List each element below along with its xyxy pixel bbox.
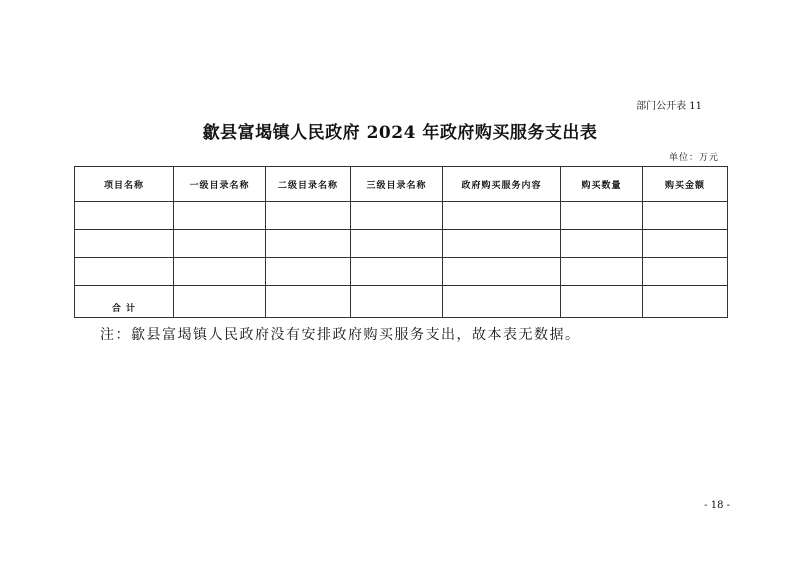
table-cell xyxy=(266,258,351,286)
table-cell xyxy=(266,230,351,258)
table-cell xyxy=(75,202,174,230)
page-number: - 18 - xyxy=(704,500,730,511)
table-cell xyxy=(643,258,728,286)
table-cell xyxy=(75,258,174,286)
unit-label: 单位：万元 xyxy=(668,153,719,163)
table-cell xyxy=(351,230,443,258)
table-cell xyxy=(561,230,643,258)
table-cell xyxy=(266,202,351,230)
total-label: 合 计 xyxy=(75,286,174,318)
column-header: 三级目录名称 xyxy=(351,167,443,202)
table-cell xyxy=(561,286,643,318)
table-cell xyxy=(75,230,174,258)
column-header: 政府购买服务内容 xyxy=(443,167,561,202)
table-cell xyxy=(174,230,266,258)
column-header: 一级目录名称 xyxy=(174,167,266,202)
table-cell xyxy=(351,202,443,230)
table-total-row xyxy=(75,286,728,318)
column-header: 项目名称 xyxy=(75,167,174,202)
table-row xyxy=(75,202,728,230)
table-cell xyxy=(351,286,443,318)
page-title: 歙县富堨镇人民政府 2024 年政府购买服务支出表 xyxy=(202,123,598,143)
table-cell xyxy=(561,258,643,286)
table-cell xyxy=(443,286,561,318)
note-text: 注：歙县富堨镇人民政府没有安排政府购买服务支出，故本表无数据。 xyxy=(100,327,581,343)
table-cell xyxy=(561,202,643,230)
purchase-services-table xyxy=(74,166,728,318)
table-cell xyxy=(174,202,266,230)
table-row xyxy=(75,230,728,258)
table-header-row xyxy=(75,167,728,202)
table-cell xyxy=(174,286,266,318)
table-cell xyxy=(443,258,561,286)
column-header: 购买金额 xyxy=(643,167,728,202)
table-cell xyxy=(443,202,561,230)
column-header: 二级目录名称 xyxy=(266,167,351,202)
table-cell xyxy=(266,286,351,318)
table-cell xyxy=(174,258,266,286)
table-cell xyxy=(351,258,443,286)
table-cell xyxy=(443,230,561,258)
table-cell xyxy=(643,286,728,318)
table-cell xyxy=(643,202,728,230)
table-row xyxy=(75,258,728,286)
document-label: 部门公开表 11 xyxy=(636,101,702,112)
table-cell xyxy=(643,230,728,258)
column-header: 购买数量 xyxy=(561,167,643,202)
